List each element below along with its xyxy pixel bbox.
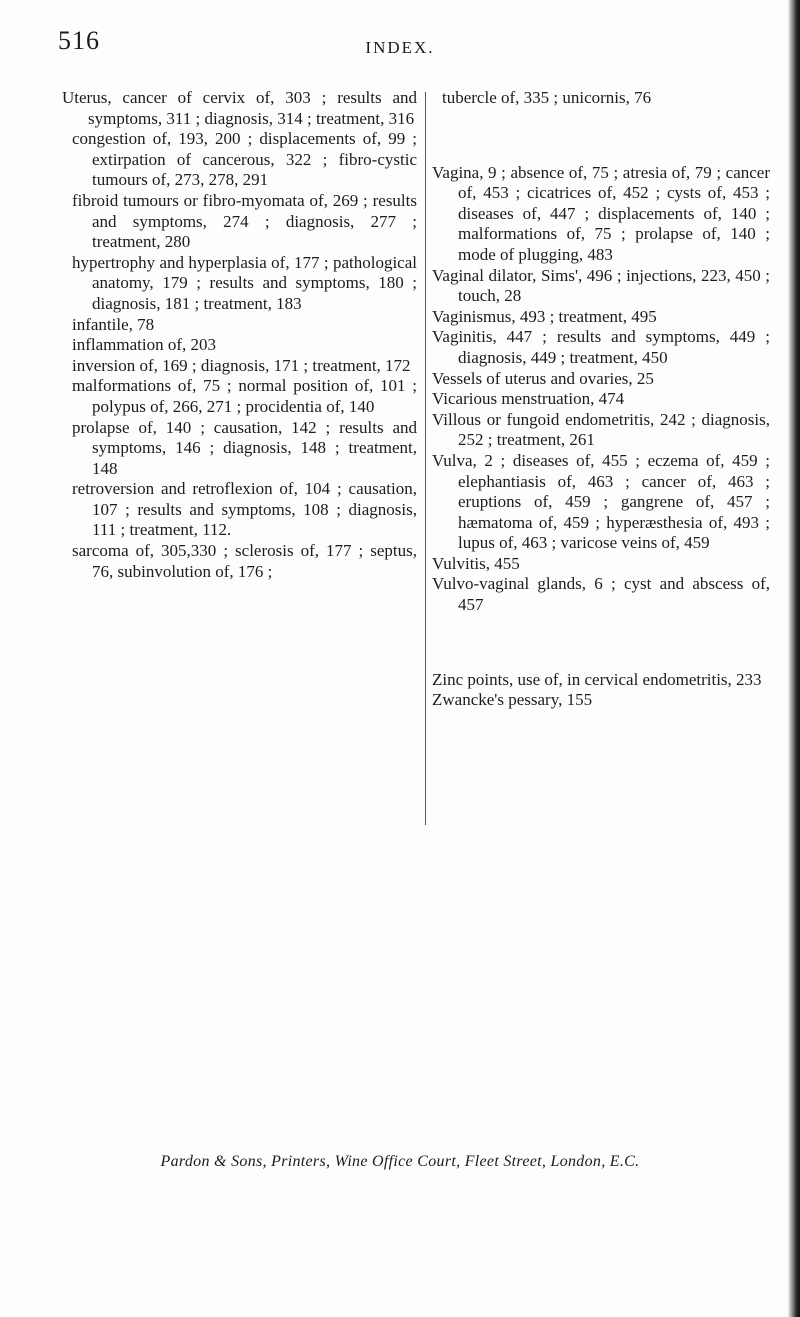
right-spacer — [432, 126, 770, 146]
index-subentry: fibroid tumours or fibro-myomata of, 269 ; results and symptoms, 274 ; diagnosis, 277 ; treatment, 280 — [72, 190, 417, 252]
index-entry: Vulvitis, 455 — [432, 553, 520, 573]
index-subentry: malformations of, 75 ; normal position of, 101 ; polypus of, 266, 271 ; procidentia of, 140 — [72, 376, 417, 416]
index-subentry: tubercle of, 335 ; unicornis, 76 — [442, 88, 652, 107]
index-subentry: congestion of, 193, 200 ; displacements of, 99 ; extirpation of cancerous, 322 ; fibro-cystic tumours of, 273, 278, 291 — [72, 129, 417, 190]
index-subentry: prolapse of, 140 ; causation, 142 ; results and symptoms, 146 ; diagnosis, 148 ; treatment, 148 — [72, 417, 417, 478]
index-entry: Vaginismus, 493 ; treatment, 495 — [432, 306, 657, 326]
index-subentry: inversion of, 169 ; diagnosis, 171 ; treatment, 172 — [72, 355, 411, 375]
index-subentry: sarcoma of, 305,330 ; sclerosis of, 177 ; septus, 76, subinvolution of, 176 ; — [72, 541, 417, 581]
index-subentry: infantile, 78 — [72, 314, 155, 334]
index-subentry: inflammation of, 203 — [72, 335, 217, 355]
index-entry: Vaginal dilator, Sims', 496 ; injections, 223, 450 ; touch, 28 — [432, 265, 770, 306]
index-entry: Vaginitis, 447 ; results and symptoms, 449 ; diagnosis, 449 ; treatment, 450 — [432, 327, 770, 367]
index-entry: Vessels of uterus and ovaries, 25 — [432, 368, 654, 388]
index-entry: Villous or fungoid endometritis, 242 ; diagnosis, 252 ; treatment, 261 — [432, 409, 770, 450]
index-subentry: hypertrophy and hyperplasia of, 177 ; pathological anatomy, 179 ; results and symptoms, 180 ; diagnosis, 181 ; treatment, 183 — [72, 252, 417, 313]
index-entry: Vagina, 9 ; absence of, 75 ; atresia of, 79 ; cancer of, 453 ; cicatrices of, 452 ; cysts of, 453 ; diseases of, 447 ; displacements of, 140 ; malformations of, 75 ; prolapse of, 140 ; mode of plugging, 483 — [432, 162, 770, 264]
page-edge-shadow — [788, 0, 800, 1317]
running-head: INDEX. — [365, 38, 435, 57]
index-entry: Vulva, 2 ; diseases of, 455 ; eczema of, 459 ; elephantiasis of, 463 ; cancer of, 463 ; eruptions of, 459 ; gangrene of, 457 ; hæmatoma of, 459 ; hyperæsthesia of, 493 ; lupus of, 463 ; varicose veins of, 459 — [432, 450, 770, 553]
right-spacer — [432, 633, 770, 653]
printer-imprint: Pardon & Sons, Printers, Wine Office Court, Fleet Street, London, E.C. — [160, 1153, 640, 1170]
page-number: 516 — [58, 26, 100, 55]
index-subentry: retroversion and retroflexion of, 104 ; causation, 107 ; results and symptoms, 108 ; diagnosis, 111 ; treatment, 112. — [72, 479, 417, 540]
column-divider — [425, 92, 426, 825]
index-entry: Vicarious menstruation, 474 — [432, 389, 625, 409]
index-entry: Zinc points, use of, in cervical endometritis, 233 — [432, 669, 762, 689]
index-entry: Zwancke's pessary, 155 — [432, 690, 593, 710]
index-entry: Uterus, cancer of cervix of, 303 ; results and symptoms, 311 ; diagnosis, 314 ; treatment, 316 — [62, 88, 417, 128]
index-column-right — [432, 88, 770, 711]
index-entry: Vulvo-vaginal glands, 6 ; cyst and abscess of, 457 — [432, 574, 770, 615]
index-column-left — [62, 88, 417, 582]
